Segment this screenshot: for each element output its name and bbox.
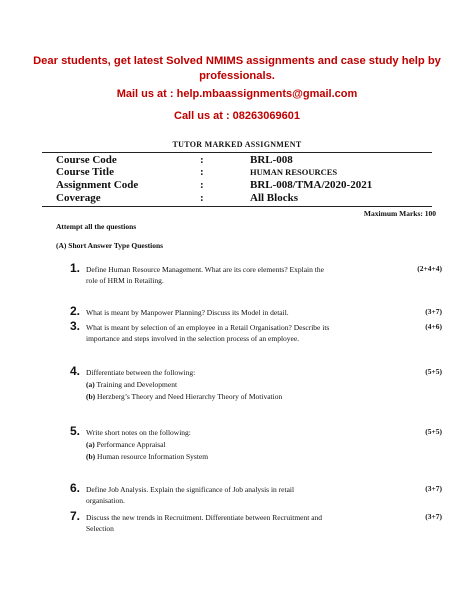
sub-item-a: [86, 380, 177, 389]
question-line-1: Discuss the new trends in Recruitment. Differentiate between Recruitment and: [86, 513, 323, 522]
meta-key: Course Code: [56, 154, 117, 166]
promo-mail: Mail us at : help.mbaassignments@gmail.com: [116, 88, 358, 100]
question-text: [86, 512, 384, 534]
sub-text: Herzberg’s Theory and Need Hierarchy Theory of Motivation: [95, 392, 283, 401]
question-text: [86, 307, 384, 318]
meta-key: Assignment Code: [56, 179, 139, 191]
question-text: [86, 367, 384, 378]
question-text: [86, 322, 384, 344]
question-text: [86, 264, 384, 286]
divider-top: [42, 152, 432, 153]
question-line-2: importance and steps involved in the selection process of an employee.: [86, 334, 300, 343]
meta-key: Course Title: [56, 166, 114, 178]
sub-text: Human resource Information System: [95, 452, 209, 461]
meta-colon: :: [200, 179, 204, 191]
sub-item-b: [86, 452, 208, 461]
question-number: 7.: [70, 509, 81, 523]
max-marks: Maximum Marks: 100: [363, 209, 436, 218]
question-marks: (5+5): [425, 367, 442, 376]
promo-banner: [0, 54, 474, 84]
question-number: 3.: [70, 319, 81, 333]
meta-value: BRL-008: [250, 154, 293, 166]
question-number: 4.: [70, 364, 81, 378]
promo-line-1: Dear students, get latest Solved NMIMS assignments and case study help by: [33, 55, 441, 67]
sub-label: (a): [86, 440, 95, 449]
question-marks: (4+6): [425, 322, 442, 331]
meta-colon: :: [200, 166, 204, 178]
question-marks: (3+7): [425, 484, 442, 493]
question-line-1: Write short notes on the following:: [86, 428, 191, 437]
question-text: [86, 427, 384, 438]
meta-value: BRL-008/TMA/2020-2021: [250, 179, 373, 191]
sub-text: Performance Appraisal: [94, 440, 166, 449]
question-line-2: organisation.: [86, 496, 125, 505]
question-line-1: Define Human Resource Management. What are its core elements? Explain the: [86, 265, 324, 274]
question-number: 2.: [70, 304, 81, 318]
meta-key: Coverage: [56, 192, 101, 204]
question-line-1: What is meant by selection of an employee in a Retail Organisation? Describe its: [86, 323, 330, 332]
promo-line-2: professionals.: [199, 70, 275, 82]
sub-text: Training and Development: [94, 380, 178, 389]
meta-colon: :: [200, 192, 204, 204]
question-number: 1.: [70, 261, 81, 275]
sub-item-a: [86, 440, 166, 449]
question-line-1: What is meant by Manpower Planning? Discuss its Model in detail.: [86, 308, 289, 317]
section-heading: (A) Short Answer Type Questions: [56, 241, 164, 250]
question-marks: (5+5): [425, 427, 442, 436]
meta-value: All Blocks: [250, 192, 298, 204]
meta-assignment-code: [56, 179, 436, 191]
meta-course-code: [56, 154, 436, 166]
question-marks: (2+4+4): [417, 264, 442, 273]
question-text: [86, 484, 384, 506]
promo-call: Call us at : 08263069601: [174, 110, 300, 122]
sub-item-b: [86, 392, 282, 401]
question-line-2: Selection: [86, 524, 114, 533]
question-line-1: Define Job Analysis. Explain the significance of Job analysis in retail: [86, 485, 295, 494]
question-line-2: role of HRM in Retailing.: [86, 276, 164, 285]
sub-label: (b): [86, 452, 96, 461]
question-marks: (3+7): [425, 512, 442, 521]
meta-course-title: [56, 166, 436, 178]
question-line-1: Differentiate between the following:: [86, 368, 196, 377]
meta-value: HUMAN RESOURCES: [250, 167, 338, 177]
question-number: 6.: [70, 481, 81, 495]
meta-colon: :: [200, 154, 204, 166]
sub-label: (b): [86, 392, 96, 401]
meta-coverage: [56, 192, 436, 204]
sub-label: (a): [86, 380, 95, 389]
attempt-instruction: Attempt all the questions: [56, 222, 137, 231]
divider-bottom: [42, 206, 432, 207]
question-marks: (3+7): [425, 307, 442, 316]
page-title: TUTOR MARKED ASSIGNMENT: [172, 140, 302, 149]
question-number: 5.: [70, 424, 81, 438]
